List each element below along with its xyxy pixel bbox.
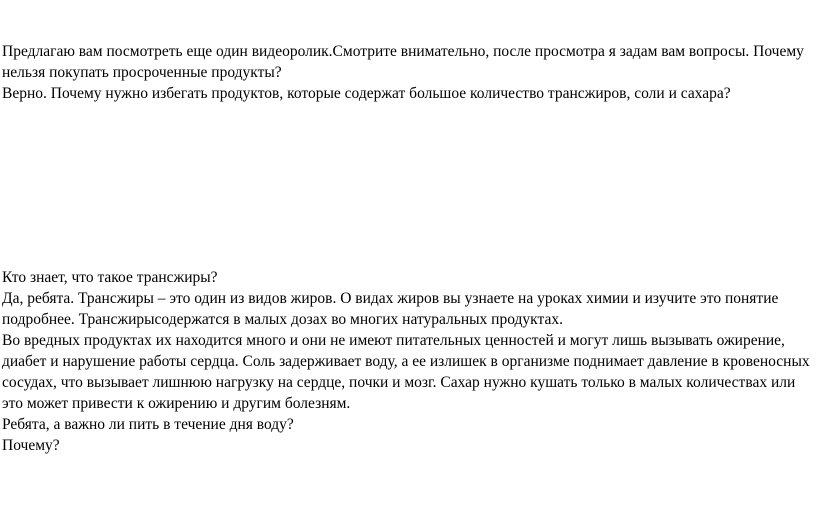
paragraph-transfat-question: Кто знает, что такое трансжиры?	[2, 269, 218, 286]
paragraph-water-question: Ребята, а важно ли пить в течение дня воду?	[2, 416, 294, 433]
paragraph-harmful-products: Во вредных продуктах их находится много и они не имеют питательных ценностей и могут лишь вызывать ожирение, диабет и нарушение работы сердца. Соль задерживает воду, а ее излишек в организме поднимает давление в кровеносных сосудах, что вызывает лишнюю нагрузку на сердце, почки и мозг. Сахар нужно кушать только в малых количествах или это может привести к ожирению и другим болезням.	[2, 332, 810, 412]
bottom-text-block	[2, 267, 814, 456]
paragraph-why: Почему?	[2, 437, 60, 454]
top-text-block	[2, 41, 814, 104]
paragraph-avoid-products: Верно. Почему нужно избегать продуктов, которые содержат большое количество трансжиров, соли и сахара?	[2, 85, 731, 102]
paragraph-video-intro: Предлагаю вам посмотреть еще один видеоролик.Смотрите внимательно, после просмотра я задам вам вопросы. Почему нельзя покупать просроченные продукты?	[2, 43, 804, 81]
paragraph-transfat-explanation: Да, ребята. Трансжиры – это один из видов жиров. О видах жиров вы узнаете на уроках химии и изучите это понятие подробнее. Трансжирысодержатся в малых дозах во многих натуральных продуктах.	[2, 290, 779, 328]
